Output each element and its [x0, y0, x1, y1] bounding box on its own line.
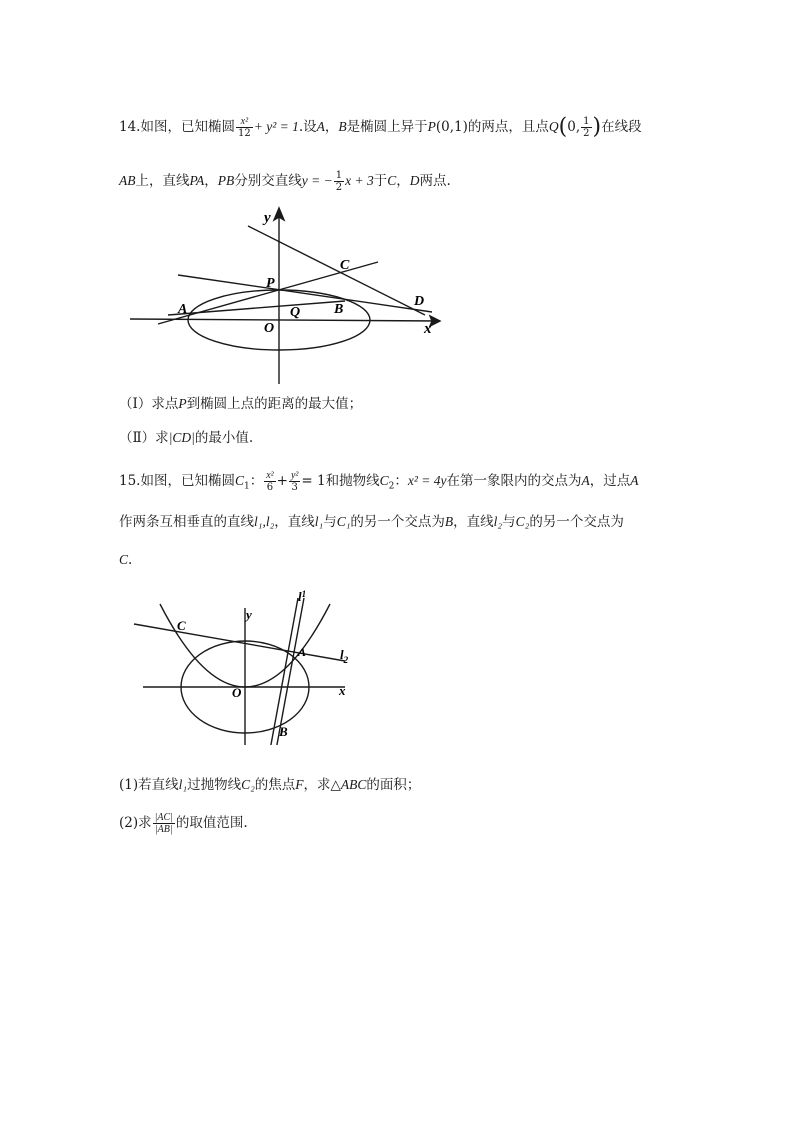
point-c: C — [119, 552, 129, 567]
question-text: 的取值范围. — [175, 815, 248, 831]
text-segment: 分别交直线 — [234, 173, 302, 189]
problem-14-intro: 14.如图，已知椭圆 — [119, 119, 235, 135]
fraction-numerator: |AC| — [154, 812, 173, 823]
fraction-denominator: 12 — [237, 128, 251, 139]
text-segment: 于 — [373, 173, 388, 189]
text-segment: 上，直线 — [135, 173, 190, 189]
figure-14 — [125, 200, 450, 390]
curve-c2: C₂ — [241, 777, 255, 792]
fraction-numerator: x² — [266, 470, 274, 481]
length-cd: |CD| — [168, 430, 195, 445]
problem-15-line-1 — [119, 470, 639, 497]
point-b: B — [444, 514, 454, 529]
fraction-denominator: 2 — [583, 128, 590, 139]
point-q-coords: 0, — [567, 119, 581, 135]
line-l2 — [134, 624, 345, 661]
text-segment: 在线段 — [601, 119, 642, 135]
line-pb: PB — [217, 173, 235, 188]
focus-f: F — [295, 777, 304, 792]
text-segment: ，求△ — [303, 777, 341, 793]
fraction-numerator: x² — [236, 116, 253, 128]
fraction-numerator: 1 — [335, 170, 343, 181]
text-segment: 过抛物线 — [187, 777, 242, 793]
point-p: P — [427, 119, 436, 134]
ellipse-equation-rest: + y² = 1 — [253, 119, 299, 134]
curve-c2: C — [379, 473, 389, 488]
parabola-equation: x² = 4y — [407, 473, 447, 488]
line-pb — [178, 275, 432, 312]
problem-14-line-1: 14.如图，已知椭圆 $\frac{\text{x²}}{12}$ + y² = 1.设A，B是椭圆上异于P(0,1)的两点，且点Q(0, $\frac{1}{2}$ )在线段 — [119, 114, 642, 140]
segment-ab: AB — [119, 173, 136, 188]
text-segment: 与 — [502, 514, 516, 530]
text-segment: 的另一个交点为 — [350, 514, 445, 530]
label-l2-subscript: 2 — [343, 655, 349, 665]
curve-c1: C — [234, 473, 244, 488]
text-segment: 的面积； — [366, 777, 421, 793]
label-b: B — [279, 724, 288, 739]
problem-15-intro: 15.如图，已知椭圆 — [119, 473, 235, 489]
text-segment: 与 — [323, 514, 337, 530]
label-y: y — [246, 607, 252, 622]
label-c: C — [340, 258, 350, 273]
ellipse-fraction — [236, 116, 253, 139]
label-b: B — [334, 302, 344, 317]
text-segment: ， — [204, 173, 218, 189]
label-l2 — [340, 647, 349, 665]
q-fraction — [581, 116, 591, 139]
text-segment: ，过点 — [589, 473, 631, 489]
label-o: O — [264, 321, 275, 336]
label-l1-letter: l — [298, 589, 302, 604]
point-p-coords: (0,1) — [435, 119, 468, 135]
fraction-numerator: 1 — [583, 116, 590, 127]
line-l1 — [276, 598, 307, 745]
point-q: Q — [548, 119, 559, 134]
text-segment: ： — [249, 473, 264, 489]
text-segment: . — [128, 552, 133, 568]
text-segment: ： — [394, 473, 408, 489]
line-pa: PA — [189, 173, 205, 188]
text-segment: ，直线 — [453, 514, 494, 530]
line-l1: l₁ — [178, 777, 188, 792]
slope-fraction — [334, 170, 344, 193]
label-l1-subscript: 1 — [301, 589, 307, 599]
label-x: x — [339, 683, 346, 698]
ellipse-fraction-y — [289, 470, 300, 493]
line-equation: y = − — [301, 173, 333, 188]
fraction-numerator: y² — [290, 470, 299, 481]
lines-l1-l2: l₁,l₂ — [254, 514, 275, 529]
text-segment: 两点. — [419, 173, 451, 189]
label-c: C — [177, 618, 186, 633]
label-l2-letter: l — [340, 647, 344, 662]
subscript: 2 — [388, 481, 395, 492]
text-segment: ， — [396, 173, 410, 189]
label-a: A — [178, 302, 188, 317]
problem-14-line-2 — [119, 170, 451, 193]
label-a: A — [298, 645, 307, 659]
label-q: Q — [290, 305, 301, 320]
point-a: A — [581, 473, 590, 488]
problem-14-question-1 — [119, 394, 362, 414]
point-a: A — [316, 119, 325, 134]
label-l1 — [298, 589, 306, 604]
question-label: （Ⅰ）求点 — [119, 396, 179, 412]
text-segment: .设 — [298, 119, 317, 135]
text-segment: 是椭圆上异于 — [346, 119, 428, 135]
problem-15-question-1 — [119, 775, 420, 795]
fraction-denominator: 3 — [291, 482, 298, 493]
text-segment: 作两条互相垂直的直线 — [119, 514, 254, 530]
line-l2: l₂ — [493, 514, 503, 529]
fraction-denominator: |AB| — [154, 824, 173, 835]
line-l1: l₁ — [314, 514, 324, 529]
fraction-denominator: 2 — [335, 182, 343, 193]
subscript: 1 — [244, 481, 250, 492]
curve-c1: C₁ — [336, 514, 351, 529]
question-text: 到椭圆上点的距离的最大值； — [186, 396, 363, 412]
ellipse-fraction-x — [264, 470, 275, 493]
point-d: D — [409, 173, 420, 188]
question-label: （Ⅱ）求 — [119, 430, 169, 446]
problem-15-question-2 — [119, 812, 248, 835]
text-segment: 的两点，且点 — [467, 119, 549, 135]
question-label: (1)若直线 — [119, 777, 179, 793]
triangle-abc: ABC — [340, 777, 367, 792]
ratio-fraction — [153, 812, 175, 835]
question-label: (2)求 — [119, 815, 152, 831]
text-segment: ，直线 — [274, 514, 315, 530]
line-equation-rest: x + 3 — [345, 173, 374, 188]
point-b: B — [338, 119, 347, 134]
point-c: C — [387, 173, 397, 188]
text-segment: 在第一象限内的交点为 — [446, 473, 582, 489]
label-y: y — [264, 210, 271, 226]
problem-14-question-2 — [119, 428, 253, 448]
fraction-denominator: 6 — [266, 482, 274, 493]
text-segment: 的另一个交点为 — [529, 514, 624, 530]
text-segment: = 1 — [301, 473, 326, 489]
label-d: D — [414, 294, 425, 309]
label-p: P — [266, 276, 275, 291]
figure-15 — [130, 585, 360, 745]
point-p: P — [178, 396, 187, 411]
point-a: A — [630, 473, 639, 488]
text-segment: + — [276, 473, 288, 489]
text-segment: 和抛物线 — [325, 473, 380, 489]
label-x: x — [424, 321, 432, 337]
problem-15-line-3 — [119, 550, 132, 570]
curve-c2: C₂ — [515, 514, 530, 529]
text-segment: 的焦点 — [254, 777, 296, 793]
problem-15-line-2 — [119, 512, 624, 532]
text-segment: ， — [324, 119, 339, 135]
question-text: 的最小值. — [194, 430, 254, 446]
x-axis-arrow — [430, 316, 440, 326]
label-o: O — [232, 685, 242, 700]
